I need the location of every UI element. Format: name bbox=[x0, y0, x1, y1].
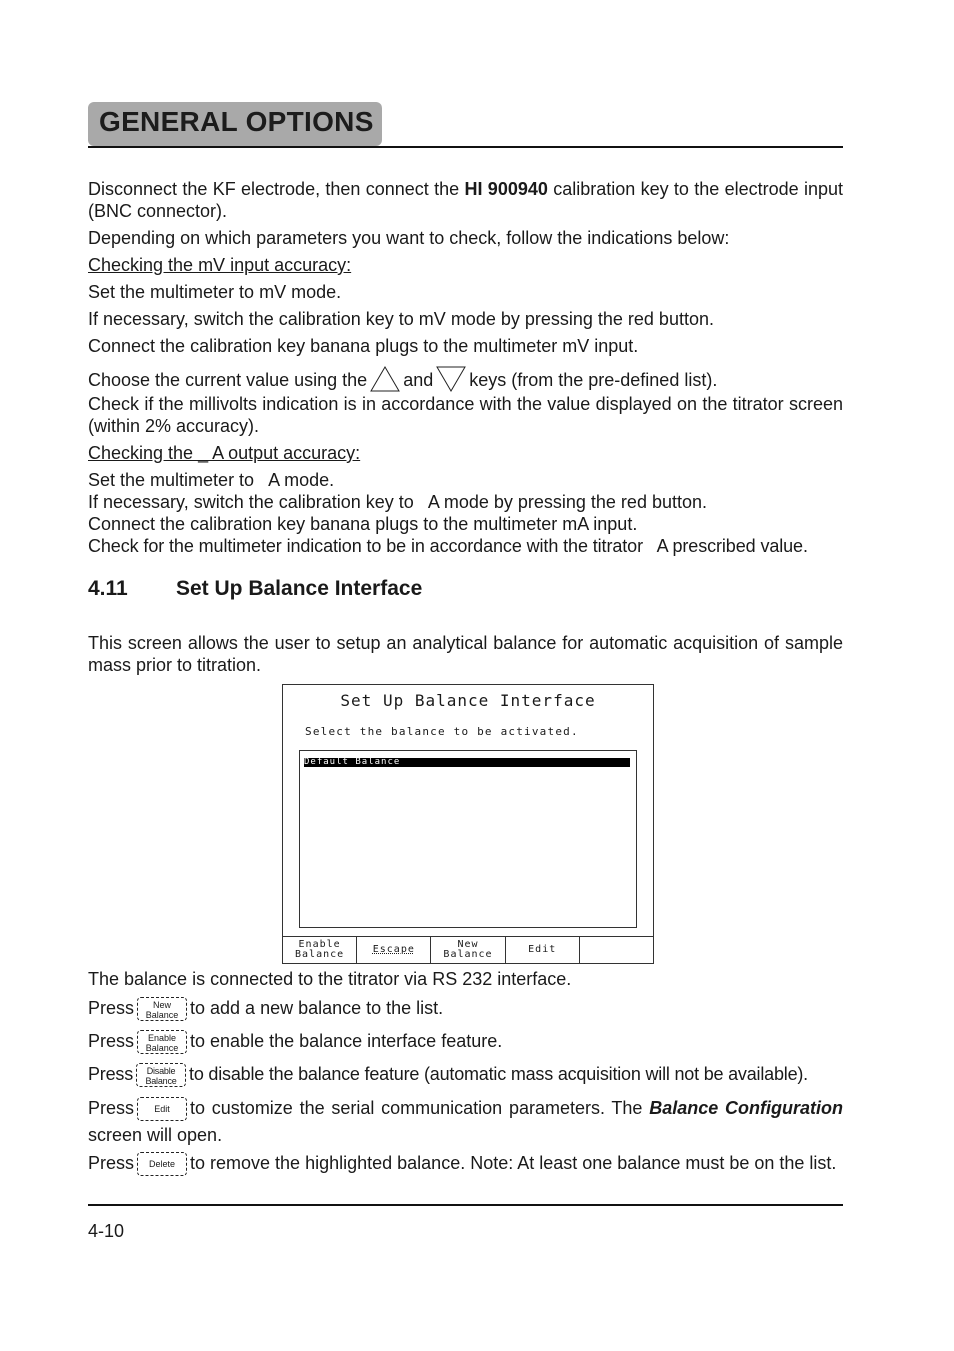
enable-balance-key-icon: Enable Balance bbox=[137, 1030, 187, 1054]
balance-list[interactable] bbox=[299, 750, 637, 928]
section-description: This screen allows the user to setup an analytical balance for automatic acquisition of sample mass prior to titration. bbox=[88, 633, 843, 675]
text: to enable the balance interface feature. bbox=[190, 1031, 503, 1051]
product-code: HI 900940 bbox=[464, 179, 548, 199]
text: to add a new balance to the list. bbox=[190, 998, 444, 1018]
text: to disable the balance feature (automatic mass acquisition will not be available). bbox=[189, 1064, 808, 1084]
footer-rule bbox=[88, 1204, 843, 1206]
text: calibration key to the electrode input (BNC connector). bbox=[88, 179, 843, 221]
text: screen will open. bbox=[88, 1125, 223, 1145]
instruction-enable bbox=[88, 1030, 843, 1054]
softkey-enable-balance[interactable]: Enable Balance bbox=[283, 937, 357, 963]
rs232-note: The balance is connected to the titrator via RS 232 interface. bbox=[88, 969, 572, 989]
header-rule bbox=[88, 146, 843, 148]
text: Disconnect the KF electrode, then connect the bbox=[88, 179, 465, 199]
mv-step: Connect the calibration key banana plugs to the multimeter mV input. bbox=[88, 336, 639, 356]
up-arrow-key-icon bbox=[370, 366, 400, 392]
intro-paragraph bbox=[88, 178, 843, 222]
mv-step: Set the multimeter to mV mode. bbox=[88, 282, 342, 302]
softkey-bar bbox=[283, 936, 653, 963]
text: Press bbox=[88, 1031, 135, 1051]
section-heading bbox=[88, 577, 423, 601]
instruction-new bbox=[88, 997, 843, 1021]
ua-step: Set the multimeter to A mode. bbox=[88, 470, 335, 490]
softkey-new-balance[interactable]: New Balance bbox=[431, 937, 505, 963]
instruction-delete bbox=[88, 1150, 843, 1177]
text: to remove the highlighted balance. Note: At least one balance must be on the list. bbox=[190, 1153, 837, 1173]
text: Press bbox=[88, 998, 135, 1018]
instruction-edit bbox=[88, 1095, 843, 1149]
softkey-escape[interactable]: Escape bbox=[357, 937, 431, 963]
list-item-selected[interactable]: Default Balance bbox=[304, 758, 630, 767]
instruction-disable bbox=[88, 1063, 843, 1087]
page-number: 4-10 bbox=[88, 1221, 125, 1241]
text: Press bbox=[88, 1153, 135, 1173]
ua-heading: Checking the _ A output accuracy: bbox=[88, 443, 361, 463]
text: Press bbox=[88, 1064, 134, 1084]
text: to customize the serial communication parameters. The bbox=[190, 1098, 650, 1118]
balance-configuration-label: Balance Configuration bbox=[649, 1098, 843, 1118]
softkey-empty[interactable] bbox=[580, 937, 653, 963]
mv-step: If necessary, switch the calibration key to mV mode by pressing the red button. bbox=[88, 309, 714, 329]
disable-balance-key-icon: Disable Balance bbox=[136, 1063, 186, 1087]
ua-step: If necessary, switch the calibration key to A mode by pressing the red button. bbox=[88, 492, 707, 512]
mv-step bbox=[88, 366, 843, 392]
section-title: Set Up Balance Interface bbox=[176, 577, 423, 600]
down-arrow-key-icon bbox=[436, 366, 466, 392]
ua-step: Check for the multimeter indication to be in accordance with the titrator A prescribed value. bbox=[88, 536, 808, 556]
intro-paragraph-2: Depending on which parameters you want to check, follow the indications below: bbox=[88, 228, 730, 248]
new-balance-key-icon: New Balance bbox=[137, 997, 187, 1021]
delete-key-icon: Delete bbox=[137, 1152, 187, 1176]
text: and bbox=[403, 370, 434, 390]
edit-key-icon: Edit bbox=[137, 1097, 187, 1121]
section-number: 4.11 bbox=[88, 577, 128, 600]
mv-heading: Checking the mV input accuracy: bbox=[88, 255, 352, 275]
softkey-edit[interactable]: Edit bbox=[506, 937, 580, 963]
text: keys (from the pre-defined list). bbox=[469, 370, 718, 390]
page-title: GENERAL OPTIONS bbox=[99, 106, 374, 137]
text: Press bbox=[88, 1098, 135, 1118]
text: Choose the current value using the bbox=[88, 370, 368, 390]
balance-interface-screenshot bbox=[282, 684, 654, 964]
ua-step: Connect the calibration key banana plugs to the multimeter mA input. bbox=[88, 514, 638, 534]
screen-title: Set Up Balance Interface bbox=[340, 691, 596, 710]
screen-subtitle: Select the balance to be activated. bbox=[305, 725, 579, 738]
mv-step: Check if the millivolts indication is in accordance with the value displayed on the titrator screen (within 2% accuracy). bbox=[88, 394, 843, 436]
